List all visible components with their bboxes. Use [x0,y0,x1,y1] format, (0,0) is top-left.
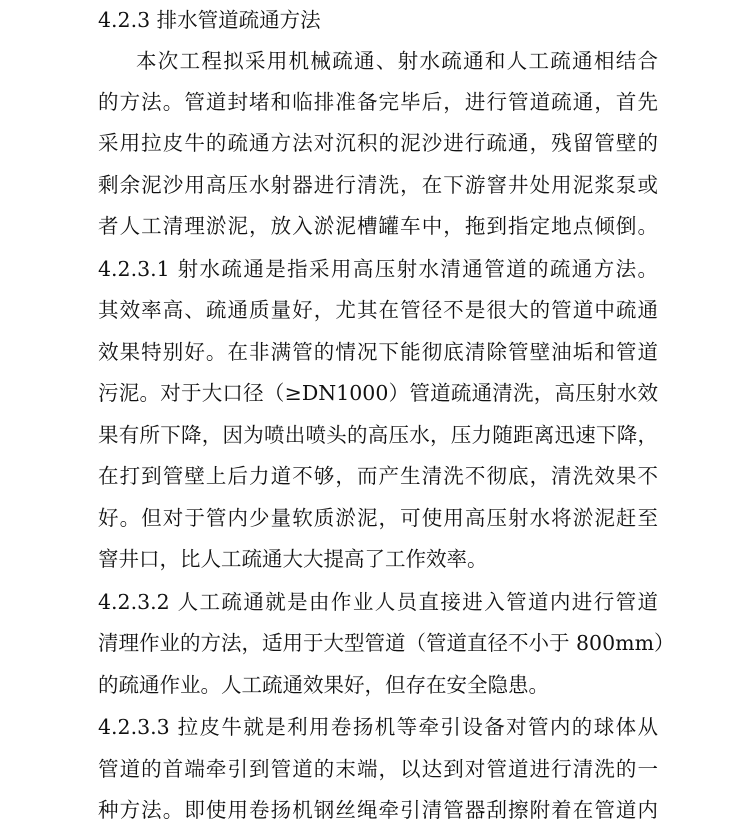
paragraph-line: 的疏通作业。人工疏通效果好，但存在安全隐患。 [98,673,549,697]
paragraph-line: 采用拉皮牛的疏通方法对沉积的泥沙进行疏通，残留管壁的 [98,131,658,155]
paragraph-line: 管道的首端牵引到管道的末端，以达到对管道进行清洗的一 [98,757,658,781]
paragraph-line: 效果特别好。在非满管的情况下能彻底清除管壁油垢和管道 [98,340,658,364]
paragraph-line: 污泥。对于大口径（≥DN1000）管道疏通清洗，高压射水效 [98,381,658,405]
paragraph-line: 其效率高、疏通质量好，尤其在管径不是很大的管道中疏通 [98,298,658,322]
paragraph-line: 好。但对于管内少量软质淤泥，可使用高压射水将淤泥赶至 [98,506,658,530]
paragraph-line: 在打到管壁上后力道不够，而产生清洗不彻底，清洗效果不 [98,464,658,488]
paragraph-line: 窨井口，比人工疏通大大提高了工作效率。 [98,547,488,571]
paragraph-line: 4.2.3.1 射水疏通是指采用高压射水清通管道的疏通方法。 [98,257,658,281]
paragraph-line: 4.2.3.2 人工疏通就是由作业人员直接进入管道内进行管道 [98,590,658,614]
paragraph-line: 剩余泥沙用高压水射器进行清洗，在下游窨井处用泥浆泵或 [98,173,658,197]
paragraph-line: 本次工程拟采用机械疏通、射水疏通和人工疏通相结合 [136,49,658,73]
paragraph-line: 果有所下降，因为喷出喷头的高压水，压力随距离迅速下降， [98,423,658,447]
paragraph-line: 4.2.3.3 拉皮牛就是利用卷扬机等牵引设备对管内的球体从 [98,715,658,739]
paragraph-line: 种方法。即使用卷扬机钢丝绳牵引清管器刮擦附着在管道内 [98,798,658,822]
section-heading: 4.2.3 排水管道疏通方法 [98,8,321,32]
paragraph-line: 的方法。管道封堵和临排准备完毕后，进行管道疏通，首先 [98,90,658,114]
paragraph-line: 清理作业的方法，适用于大型管道（管道直径不小于 800mm） [98,631,675,655]
paragraph-line: 者人工清理淤泥，放入淤泥槽罐车中，拖到指定地点倾倒。 [98,214,658,238]
